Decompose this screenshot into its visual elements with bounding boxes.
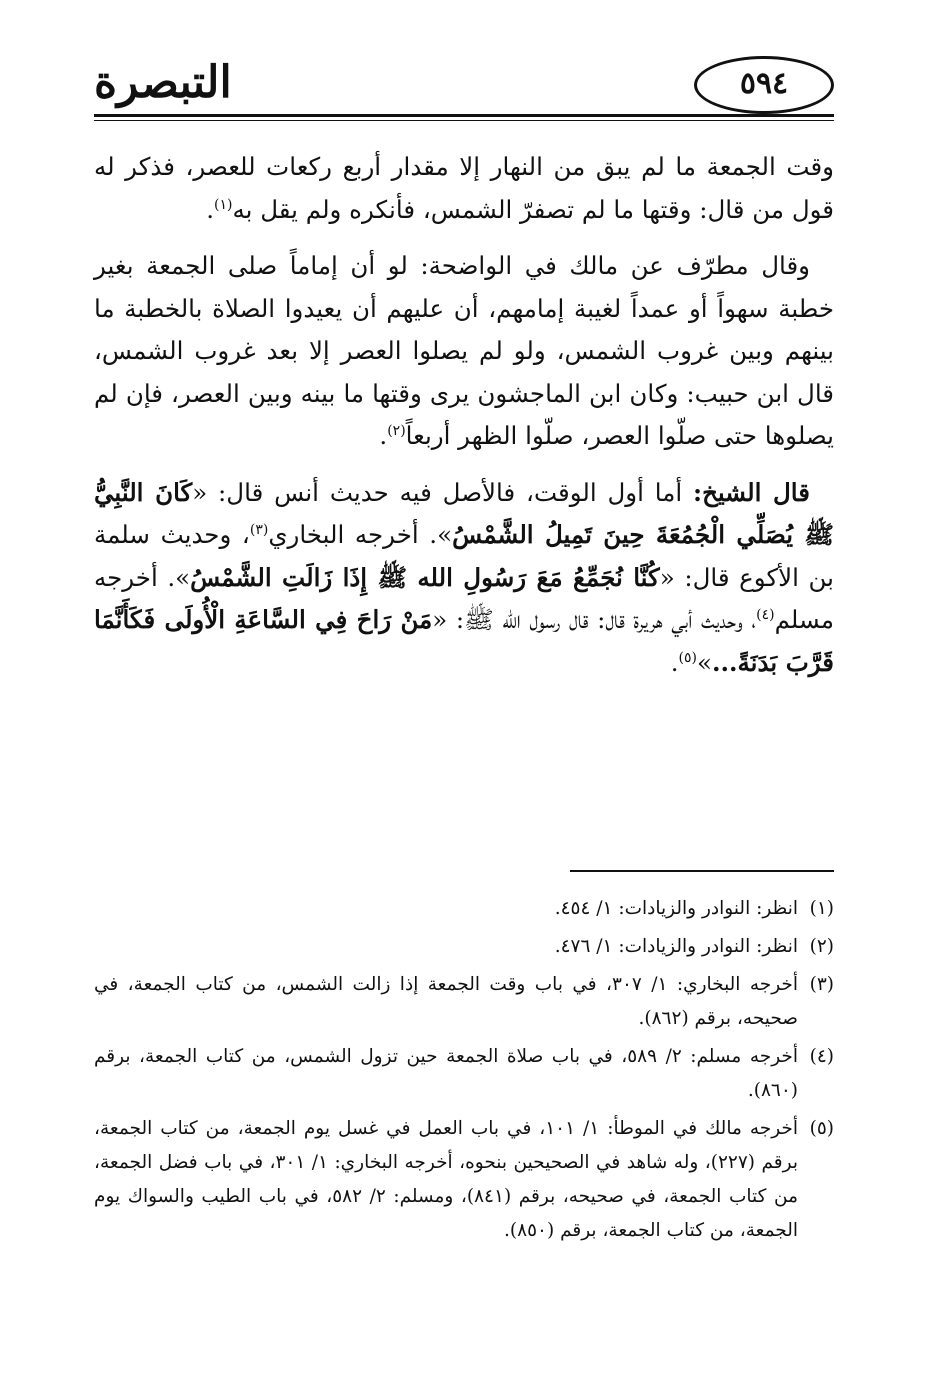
footnote-ref-3: (٣) <box>249 521 269 538</box>
book-title: التبصرة <box>94 57 232 108</box>
footnotes <box>94 892 834 1252</box>
footnote-ref-4: (٤) <box>756 606 775 623</box>
footnote-number: (١) <box>809 898 834 919</box>
footnote-item <box>94 892 834 926</box>
footnote-divider <box>570 870 834 872</box>
paragraph-3 <box>94 472 834 685</box>
footnote-item <box>94 1040 834 1108</box>
footnote-text: انظر: النوادر والزيادات: ١/ ٤٧٦. <box>554 936 798 957</box>
footnote-text: انظر: النوادر والزيادات: ١/ ٤٥٤. <box>554 898 798 919</box>
footnote-ref-2: (٢) <box>387 422 406 439</box>
header-rule <box>94 114 834 117</box>
footnote-ref-5: (٥) <box>678 649 697 666</box>
paragraph-3-part-c: ، وحديث سلمة بن الأكوع قال: « <box>94 520 834 592</box>
paragraph-3-part-e: ، وحديث أبي هريرة قال: قال رسول الله ﷺ: « <box>432 605 757 634</box>
hadith-abu-huraira: مَنْ رَاحَ فِي السَّاعَةِ الْأُولَى فَكَأَنَّمَا قَرَّبَ بَدَنَةً... <box>94 605 834 677</box>
footnote-number: (٥) <box>809 1118 834 1139</box>
paragraph-3-part-f: » <box>696 647 712 677</box>
paragraph-2-end: . <box>379 421 388 450</box>
paragraph-3-end: . <box>670 647 679 677</box>
sheikh-label: قال الشيخ: <box>693 477 810 507</box>
footnote-number: (٤) <box>809 1046 834 1067</box>
footnote-text: أخرجه البخاري: ١/ ٣٠٧، في باب وقت الجمعة إذا زالت الشمس، من كتاب الجمعة، في صحيحه، برقم (٨٦٢). <box>94 974 798 1029</box>
paragraph-1 <box>94 146 834 231</box>
paragraph-3-part-d: ». أخرجه مسلم <box>94 562 834 634</box>
footnote-number: (٣) <box>809 974 834 995</box>
footnote-number: (٢) <box>809 936 834 957</box>
paragraph-1-end: . <box>206 194 215 224</box>
paragraph-1-text: وقت الجمعة ما لم يبق من النهار إلا مقدار أربع ركعات للعصر، فذكر له قول من قال: وقتها ما لم تصفرّ الشمس، فأنكره ولم يقل به <box>94 152 834 224</box>
footnote-text: أخرجه مسلم: ٢/ ٥٨٩، في باب صلاة الجمعة حين تزول الشمس، من كتاب الجمعة، برقم (٨٦٠). <box>94 1046 798 1101</box>
hadith-salama: كُنَّا نُجَمِّعُ مَعَ رَسُولِ الله ﷺ إِذَا زَالَتِ الشَّمْسُ <box>190 562 660 592</box>
footnote-ref-1: (١) <box>214 196 233 213</box>
paragraph-2 <box>94 245 834 458</box>
hadith-anas: كَانَ النَّبِيُّ ﷺ يُصَلِّي الْجُمُعَةَ حِينَ تَمِيلُ الشَّمْسُ <box>94 477 835 549</box>
footnote-item <box>94 930 834 964</box>
header-rule-thin <box>94 120 834 121</box>
paragraph-3-part-b: ». أخرجه البخاري <box>268 520 453 549</box>
footnote-item <box>94 968 834 1036</box>
footnote-text: أخرجه مالك في الموطأ: ١/ ١٠١، في باب العمل في غسل يوم الجمعة، من كتاب الجمعة، برقم (٢٢٧)، وله شاهد في الصحيحين بنحوه، أخرجه البخاري: ١/ ٣٠١، في باب فضل الجمعة، من كتاب الجمعة، في صحيحه، برقم (٨٤١)، ومسلم: ٢/ ٥٨٢، في باب الطيب والسواك يوم الجمعة، من كتاب الجمعة، برقم (٨٥٠). <box>94 1118 798 1241</box>
paragraph-3-part-a: أما أول الوقت، فالأصل فيه حديث أنس قال: « <box>192 477 694 507</box>
paragraph-2-text: وقال مطرّف عن مالك في الواضحة: لو أن إماماً صلى الجمعة بغير خطبة سهواً أو عمداً لغيبة إمامهم، أن عليهم أن يعيدوا الصلاة بالخطبة ما بينهم وبين غروب الشمس، ولو لم يصلوا العصر إلا بعد غروب الشمس، قال ابن حبيب: وكان ابن الماجشون يرى وقتها ما بينه وبين العصر، فإن لم يصلوها حتى صلّوا العصر، صلّوا الظهر أربعاً <box>94 251 834 450</box>
page-header <box>94 46 834 124</box>
page-number: ٥٩٤ <box>739 66 789 101</box>
main-text <box>94 146 834 698</box>
footnote-item <box>94 1112 834 1248</box>
